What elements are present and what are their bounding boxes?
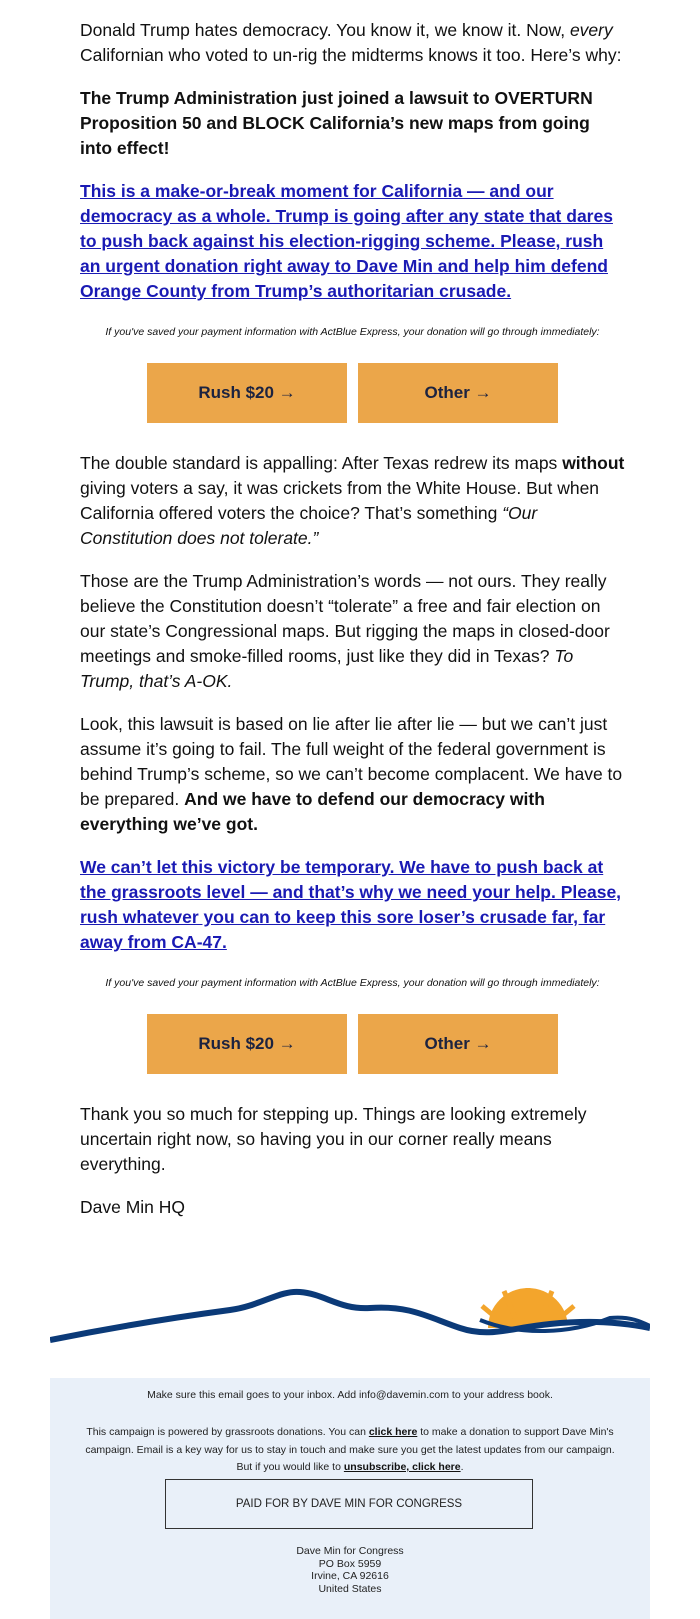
donate-buttons-1 bbox=[80, 363, 625, 423]
address-line: Dave Min for Congress bbox=[296, 1545, 404, 1557]
p3-bold: without bbox=[562, 453, 625, 473]
mailing-address bbox=[50, 1545, 650, 1595]
other-amount-button-2[interactable]: Other → bbox=[358, 1014, 558, 1074]
waves-and-sun-logo bbox=[50, 1288, 650, 1378]
headline-paragraph: The Trump Administration just joined a lawsuit to OVERTURN Proposition 50 and BLOCK California’s new maps from going into effect! bbox=[80, 88, 593, 158]
p4-text: Those are the Trump Administration’s words — not ours. They really believe the Constitution doesn’t “tolerate” a free and fair election on our state’s Congressional maps. But rigging the maps in closed-door meetings and smoke-filled rooms, just like they did in Texas? bbox=[80, 571, 610, 666]
words-paragraph bbox=[80, 569, 625, 694]
p5-bold: And we have to defend our democracy with everything we’ve got. bbox=[80, 789, 545, 834]
footer-text: This campaign is powered by grassroots donations. You can bbox=[86, 1426, 366, 1438]
rush-20-button[interactable]: Rush $20 → bbox=[147, 363, 347, 423]
intro-text-2: Californian who voted to un-rig the midterms knows it too. Here’s why: bbox=[80, 45, 622, 65]
email-body bbox=[80, 18, 625, 1220]
intro-text: Donald Trump hates democracy. You know it, we know it. Now, bbox=[80, 20, 566, 40]
other-amount-button[interactable]: Other → bbox=[358, 363, 558, 423]
inbox-notice: Make sure this email goes to your inbox. Add info@davemin.com to your address book. bbox=[147, 1389, 553, 1401]
p3-text: The double standard is appalling: After Texas redrew its maps bbox=[80, 453, 558, 473]
intro-paragraph bbox=[80, 18, 625, 68]
donate-click-here-link[interactable]: click here bbox=[368, 1426, 418, 1438]
signature: Dave Min HQ bbox=[80, 1197, 186, 1217]
address-line: Irvine, CA 92616 bbox=[311, 1570, 389, 1582]
intro-emphasis: every bbox=[569, 20, 613, 40]
address-line: United States bbox=[318, 1582, 382, 1595]
donate-link-1[interactable]: This is a make-or-break moment for California — and our democracy as a whole. Trump is going after any state that dares to push back against his election-rigging scheme. Please, rush an urgent donation right away to Dave Min and help him defend Orange County from Trump’s authoritarian crusade. bbox=[80, 181, 613, 301]
double-standard-paragraph bbox=[80, 451, 625, 551]
lawsuit-paragraph bbox=[80, 712, 625, 837]
footer-period: . bbox=[460, 1461, 464, 1473]
rush-20-button-2[interactable]: Rush $20 → bbox=[147, 1014, 347, 1074]
p3-text-2: giving voters a say, it was crickets from the White House. But when California offered voters the choice? That’s something bbox=[80, 478, 600, 523]
p4-emphasis: To Trump, that’s A-OK. bbox=[80, 646, 574, 691]
p5-text: Look, this lawsuit is based on lie after lie after lie — but we can’t just assume it’s going to fail. The full weight of the federal government is behind Trump’s scheme, so we can’t become complacent. We have to be prepared. bbox=[80, 714, 623, 809]
actblue-note-2: If you've saved your payment information with ActBlue Express, your donation will go through immediately: bbox=[105, 977, 600, 989]
footer-text-2: to make a donation to support Dave Min's campaign. Email is a key way for us to stay in touch and make sure you get the latest updates from our campaign. But if you would like to bbox=[85, 1426, 615, 1473]
p3-quote: “Our Constitution does not tolerate.” bbox=[80, 503, 538, 548]
address-line: PO Box 5959 bbox=[318, 1557, 382, 1570]
actblue-note: If you've saved your payment information with ActBlue Express, your donation will go through immediately: bbox=[105, 326, 600, 338]
unsubscribe-link[interactable]: unsubscribe, click here bbox=[343, 1461, 461, 1473]
paid-for-disclaimer: PAID FOR BY DAVE MIN FOR CONGRESS bbox=[165, 1479, 533, 1529]
grassroots-notice bbox=[78, 1424, 622, 1477]
donate-link-2[interactable]: We can’t let this victory be temporary. We have to push back at the grassroots level — and that’s why we need your help. Please, rush whatever you can to keep this sore loser’s crusade far, far away from CA-47. bbox=[80, 857, 622, 952]
thank-you-paragraph: Thank you so much for stepping up. Things are looking extremely uncertain right now, so having you in our corner really means everything. bbox=[80, 1104, 587, 1174]
donate-buttons-2 bbox=[80, 1014, 625, 1074]
email-footer bbox=[50, 1288, 650, 1619]
